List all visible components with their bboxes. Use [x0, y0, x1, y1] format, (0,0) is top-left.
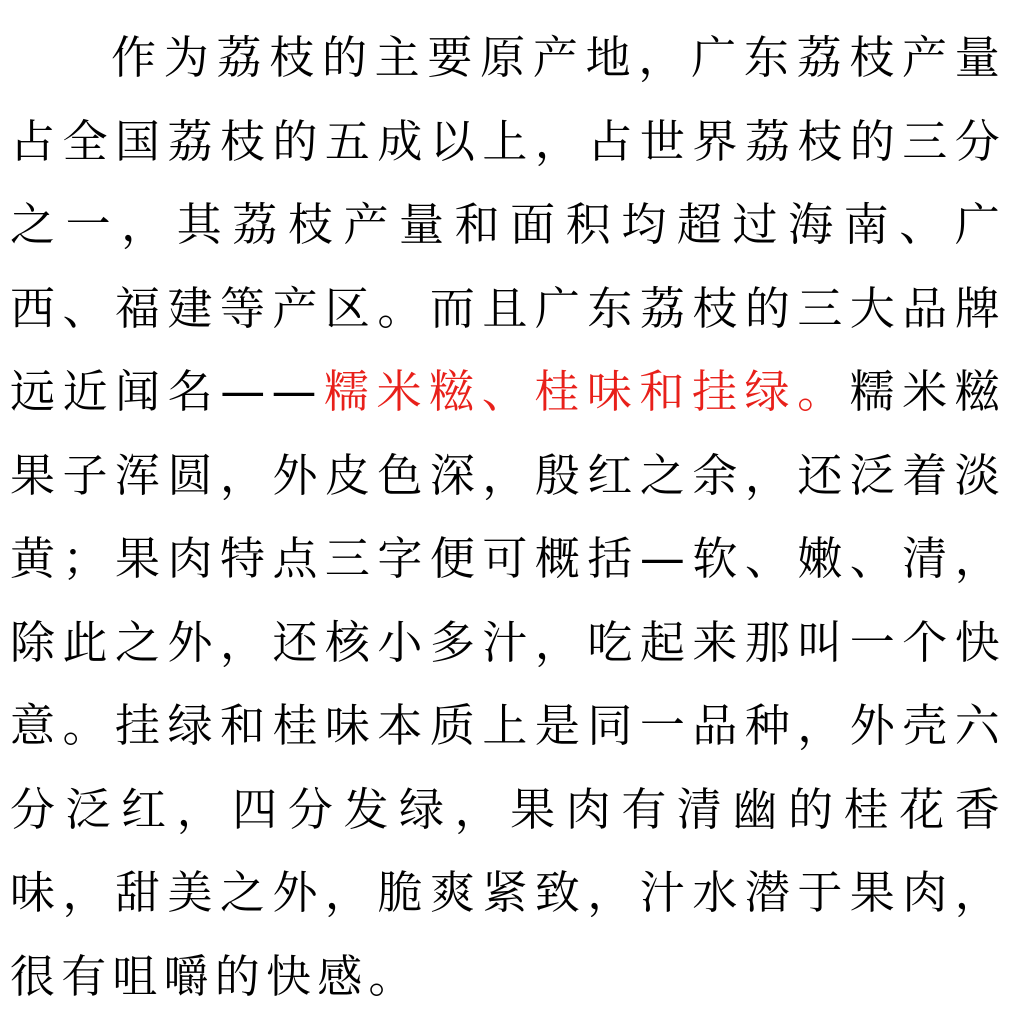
- body-paragraph: [10, 0, 1006, 1018]
- paragraph-text-description: 糯米糍果子浑圆，外皮色深，殷红之余，还泛着淡黄；果肉特点三字便可概括—软、嫩、清，除此之外，还核小多汁，吃起来那叫一个快意。挂绿和桂味本质上是同一品种，外壳六分泛红，四分发绿，果肉有清幽的桂花香味，甜美之外，脆爽紧致，汁水潜于果肉，很有咀嚼的快感。: [10, 365, 1006, 1003]
- paragraph-text-intro: 作为荔枝的主要原产地，广东荔枝产量占全国荔枝的五成以上，占世界荔枝的三分之一，其荔枝产量和面积均超过海南、广西、福建等产区。而且广东荔枝的三大品牌远近闻名——: [10, 31, 1006, 418]
- highlighted-brand-names: 糯米糍、桂味和挂绿。: [322, 365, 850, 418]
